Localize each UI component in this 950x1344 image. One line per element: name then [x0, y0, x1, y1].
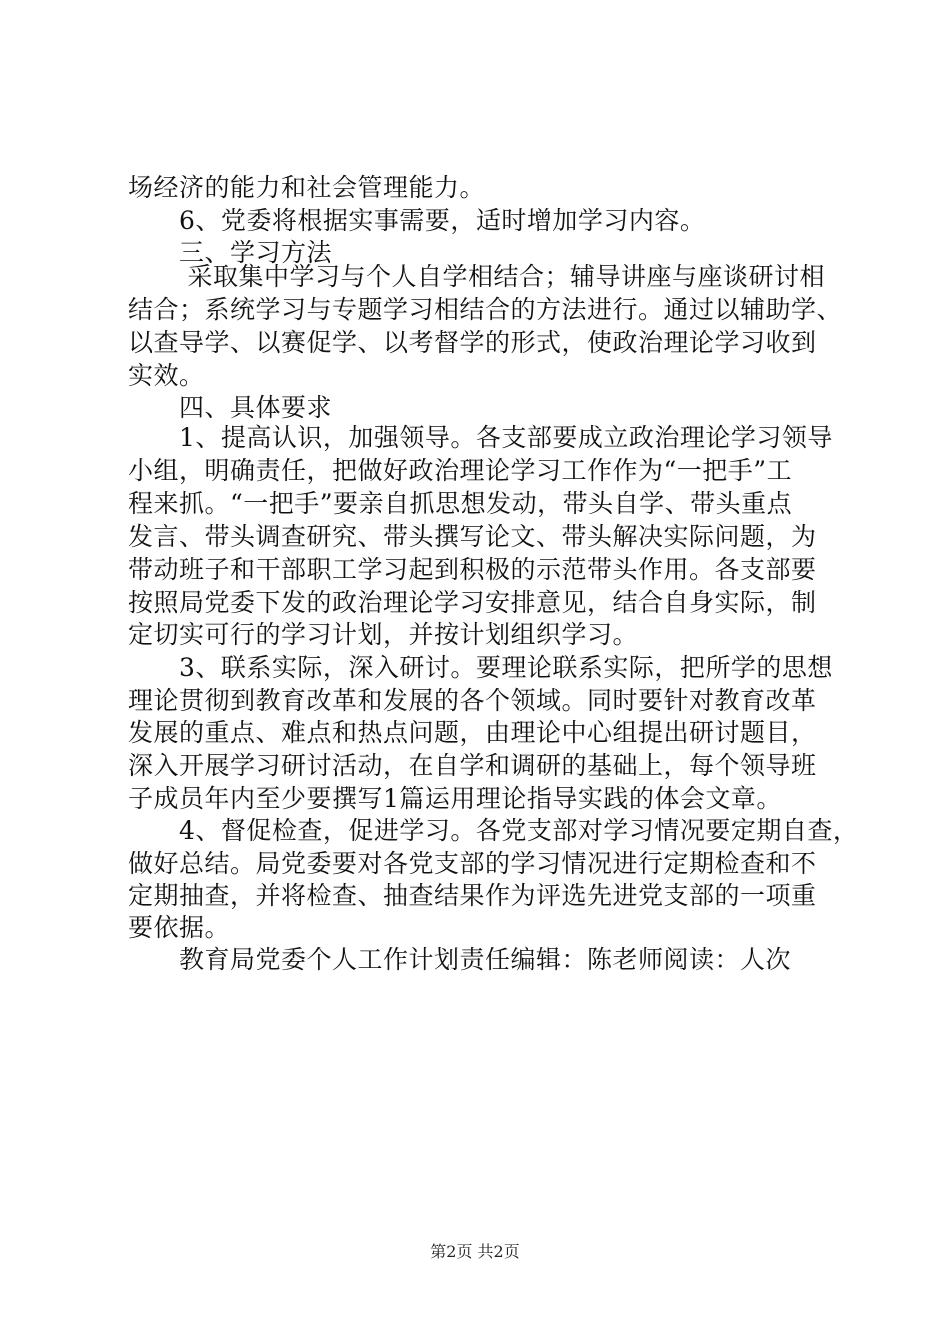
body-line: 6、党委将根据实事需要，适时增加学习内容。: [128, 206, 706, 235]
body-line: 采取集中学习与个人自学相结合；辅导讲座与座谈研讨相: [128, 262, 825, 291]
section-heading: 三、学习方法: [128, 238, 333, 267]
body-line: 4、督促检查，促进学习。各党支部对学习情况要定期自查，: [128, 816, 859, 845]
body-line: 教育局党委个人工作计划责任编辑：陈老师阅读：人次: [128, 945, 792, 974]
body-line: 3、联系实际，深入研讨。要理论联系实际，把所学的思想: [128, 653, 833, 682]
section-heading: 四、具体要求: [128, 393, 333, 422]
body-line: 子成员年内至少要撰写1篇运用理论指导实践的体会文章。: [128, 784, 782, 813]
body-line: 深入开展学习研讨活动，在自学和调研的基础上，每个领导班: [128, 751, 817, 780]
body-line: 做好总结。局党委要对各党支部的学习情况进行定期检查和不: [128, 849, 817, 878]
body-line: 理论贯彻到教育改革和发展的各个领域。同时要针对教育改革: [128, 686, 817, 715]
body-line: 要依据。: [128, 913, 231, 942]
body-line: 程来抓。“一把手”要亲自抓思想发动，带头自学、带头重点: [128, 489, 793, 518]
body-line: 带动班子和干部职工学习起到积极的示范带头作用。各支部要: [128, 555, 817, 584]
body-line: 以查导学、以赛促学、以考督学的形式，使政治理论学习收到: [128, 328, 817, 357]
page-footer: 第2页 共2页: [430, 1242, 520, 1261]
body-line: 小组，明确责任，把做好政治理论学习工作作为“一把手”工: [128, 456, 793, 485]
body-line: 实效。: [128, 361, 205, 390]
body-line: 发言、带头调查研究、带头撰写论文、带头解决实际问题，为: [128, 522, 817, 551]
body-line: 发展的重点、难点和热点问题，由理论中心组提出研讨题目，: [128, 718, 817, 747]
body-line: 定切实可行的学习计划，并按计划组织学习。: [128, 620, 639, 649]
body-line: 场经济的能力和社会管理能力。: [128, 173, 486, 202]
body-line: 结合；系统学习与专题学习相结合的方法进行。通过以辅助学、: [128, 295, 843, 324]
body-line: 1、提高认识，加强领导。各支部要成立政治理论学习领导: [128, 423, 833, 452]
body-line: 按照局党委下发的政治理论学习安排意见，结合自身实际，制: [128, 588, 817, 617]
body-line: 定期抽查，并将检查、抽查结果作为评选先进党支部的一项重: [128, 881, 817, 910]
